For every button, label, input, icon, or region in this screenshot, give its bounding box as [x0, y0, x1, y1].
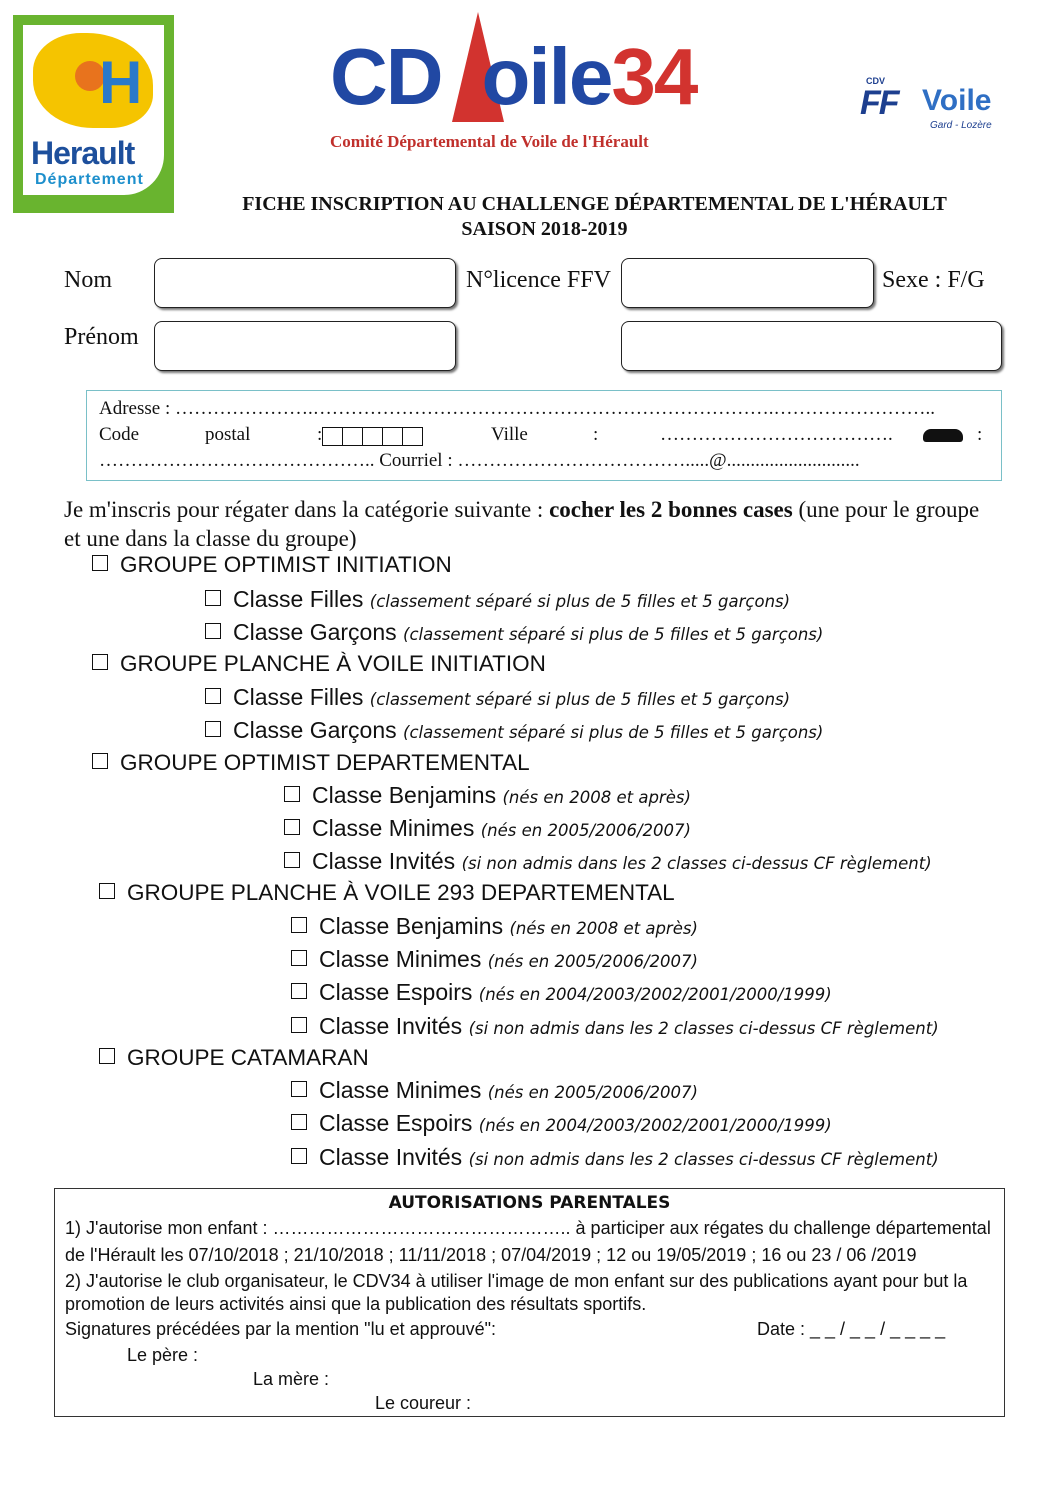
postal-label: postal [205, 424, 251, 445]
code-label: Code [99, 424, 140, 445]
courriel-line[interactable]: …………………………………….. Courriel : ……………………………….....@............................ [99, 450, 860, 471]
checkbox[interactable] [291, 1114, 307, 1130]
option-groupe-planche-293[interactable]: GROUPE PLANCHE À VOILE 293 DEPARTEMENTAL [99, 880, 675, 906]
option-classe-filles[interactable]: Classe Filles (classement séparé si plus de 5 filles et 5 garçons) [205, 586, 790, 613]
checkbox[interactable] [92, 654, 108, 670]
option-groupe-planche-initiation[interactable]: GROUPE PLANCHE À VOILE INITIATION [92, 651, 546, 677]
checkbox[interactable] [291, 1148, 307, 1164]
herault-logo-sub: Département [35, 171, 144, 188]
nom-field[interactable] [154, 258, 456, 308]
ffvoile-logo-cdv: CDV [866, 76, 886, 86]
ffvoile-logo [858, 70, 1003, 140]
checkbox[interactable] [205, 623, 221, 639]
signature-pere[interactable]: Le père : [127, 1345, 199, 1365]
licence-field[interactable] [621, 258, 874, 308]
option-classe-benjamins[interactable]: Classe Benjamins (nés en 2008 et après) [284, 782, 691, 809]
checkbox[interactable] [99, 883, 115, 899]
option-classe-benjamins[interactable]: Classe Benjamins (nés en 2008 et après) [291, 913, 698, 940]
cdvoile34-logo-text: CD oile34 [330, 32, 697, 121]
h-letter-icon: H [99, 49, 143, 116]
cdvoile34-logo [330, 12, 740, 162]
checkbox[interactable] [205, 688, 221, 704]
extra-field[interactable] [621, 321, 1002, 371]
telephone-icon [923, 429, 963, 442]
autorisations-heading: AUTORISATIONS PARENTALES [388, 1193, 671, 1213]
checkbox[interactable] [291, 983, 307, 999]
autorisation-line-2: de l'Hérault les 07/10/2018 ; 21/10/2018 ; 11/11/2018 ; 07/04/2019 ; 12 ou 19/05/2019 ; 16 ou 23 / 06 /2019 [65, 1245, 917, 1265]
prenom-field[interactable] [154, 321, 456, 371]
ffvoile-logo-ff: FF [860, 84, 898, 122]
postal-colon: : [317, 424, 323, 445]
signatures-label: Signatures précédées par la mention "lu et approuvé": [65, 1319, 497, 1339]
option-classe-invites[interactable]: Classe Invités (si non admis dans les 2 classes ci-dessus CF règlement) [291, 1144, 939, 1171]
ffvoile-logo-sub: Gard - Lozère [930, 120, 992, 131]
page-subtitle: SAISON 2018-2019 [461, 218, 628, 240]
prenom-label: Prénom [64, 324, 139, 350]
option-classe-espoirs[interactable]: Classe Espoirs (nés en 2004/2003/2002/2001/2000/1999) [291, 1110, 832, 1137]
cdvoile34-tagline: Comité Départemental de Voile de l'Hérault [330, 132, 649, 151]
postal-code-field[interactable] [317, 424, 422, 447]
ville-colon: : [593, 424, 599, 445]
checkbox[interactable] [205, 721, 221, 737]
address-line[interactable]: Adresse : ………………….……………………………………………………………….…………………….. [99, 398, 935, 419]
herault-logo-panel [23, 25, 164, 195]
checkbox[interactable] [205, 590, 221, 606]
option-classe-minimes[interactable]: Classe Minimes (nés en 2005/2006/2007) [291, 1077, 698, 1104]
postal-digit-boxes[interactable] [322, 425, 422, 447]
option-groupe-catamaran[interactable]: GROUPE CATAMARAN [99, 1045, 369, 1071]
option-groupe-optimist-initiation[interactable]: GROUPE OPTIMIST INITIATION [92, 552, 452, 578]
ville-field[interactable]: ………………………………. [660, 424, 893, 445]
autorisation-line-4: promotion de leurs activités ainsi que la publication des résultats sportifs. [65, 1294, 647, 1314]
checkbox[interactable] [284, 819, 300, 835]
checkbox[interactable] [291, 917, 307, 933]
phone-field[interactable] [923, 424, 982, 446]
checkbox[interactable] [99, 1048, 115, 1064]
option-classe-invites[interactable]: Classe Invités (si non admis dans les 2 classes ci-dessus CF règlement) [291, 1013, 939, 1040]
checkbox[interactable] [291, 1017, 307, 1033]
option-classe-garcons[interactable]: Classe Garçons (classement séparé si plus de 5 filles et 5 garçons) [205, 619, 823, 646]
option-classe-filles[interactable]: Classe Filles (classement séparé si plus de 5 filles et 5 garçons) [205, 684, 790, 711]
nom-label: Nom [64, 267, 112, 293]
date-field[interactable]: Date : _ _ / _ _ / _ _ _ _ [757, 1319, 946, 1339]
checkbox[interactable] [92, 555, 108, 571]
herault-logo-name: Herault [31, 135, 135, 171]
sexe-label: Sexe : F/G [882, 267, 985, 293]
address-box [86, 390, 1002, 481]
checkbox[interactable] [291, 1081, 307, 1097]
page-title: FICHE INSCRIPTION AU CHALLENGE DÉPARTEMENTAL DE L'HÉRAULT [242, 193, 947, 215]
autorisations-box [54, 1188, 1005, 1417]
option-classe-minimes[interactable]: Classe Minimes (nés en 2005/2006/2007) [291, 946, 698, 973]
herault-logo [13, 15, 174, 213]
option-classe-garcons[interactable]: Classe Garçons (classement séparé si plus de 5 filles et 5 garçons) [205, 717, 823, 744]
ffvoile-logo-voile: Voile [922, 84, 992, 117]
signature-coureur[interactable]: Le coureur : [375, 1393, 472, 1413]
option-groupe-optimist-departemental[interactable]: GROUPE OPTIMIST DEPARTEMENTAL [92, 750, 530, 776]
checkbox[interactable] [92, 753, 108, 769]
autorisation-line-3: 2) J'autorise le club organisateur, le CDV34 à utiliser l'image de mon enfant sur des publications ayant pour but la [65, 1271, 968, 1291]
checkbox[interactable] [284, 852, 300, 868]
checkbox[interactable] [291, 950, 307, 966]
phone-colon: : [977, 424, 983, 445]
option-classe-minimes[interactable]: Classe Minimes (nés en 2005/2006/2007) [284, 815, 691, 842]
signature-mere[interactable]: La mère : [253, 1369, 330, 1389]
ville-label: Ville [491, 424, 528, 445]
category-instructions: Je m'inscris pour régater dans la catégorie suivante : cocher les 2 bonnes cases (une pour le groupe et une dans la classe du groupe) [64, 497, 980, 551]
option-classe-invites[interactable]: Classe Invités (si non admis dans les 2 classes ci-dessus CF règlement) [284, 848, 932, 875]
autorisation-line-1: 1) J'autorise mon enfant : ………………………………………….. à participer aux régates du challenge départemental [65, 1218, 991, 1238]
herault-map-icon [33, 33, 153, 128]
option-classe-espoirs[interactable]: Classe Espoirs (nés en 2004/2003/2002/2001/2000/1999) [291, 979, 832, 1006]
licence-label: N°licence FFV [466, 267, 611, 293]
checkbox[interactable] [284, 786, 300, 802]
